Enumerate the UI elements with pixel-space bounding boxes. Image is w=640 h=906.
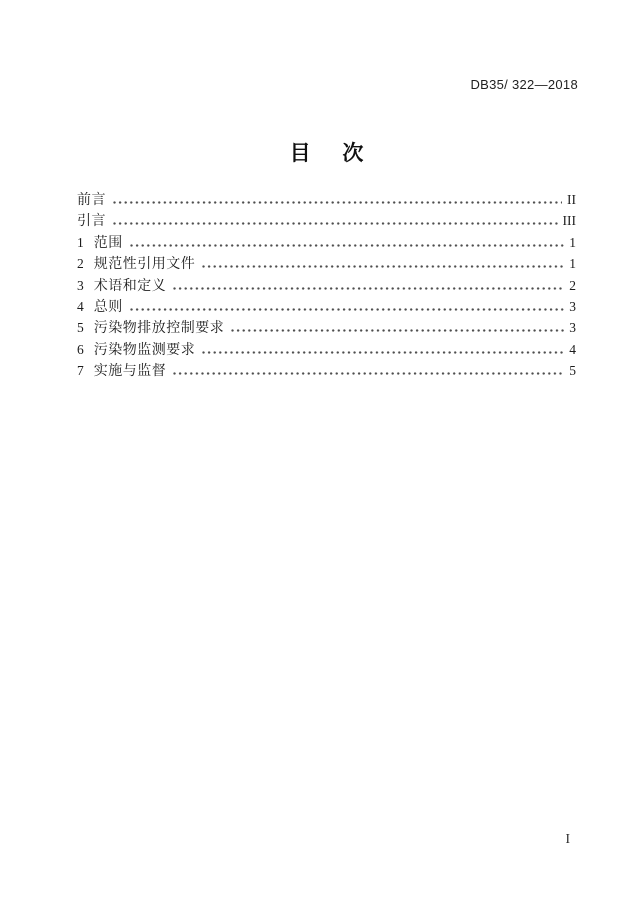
table-of-contents [77,189,576,382]
toc-entry-label: 规范性引用文件 [93,257,196,273]
toc-entry-label: 术语和定义 [93,278,167,294]
footer-page-number: I [565,831,570,846]
toc-row [77,360,576,381]
dot-leader [173,286,564,290]
toc-entry-page: 1 [569,256,576,272]
toc-entry-page: 1 [569,234,576,250]
standard-code-header: DB35/ 322—2018 [470,77,578,92]
dot-leader [130,307,565,311]
toc-row [77,189,576,210]
dot-leader [173,371,564,375]
dot-leader [113,221,558,225]
toc-row [77,253,576,274]
toc-entry-number: 6 [77,341,84,357]
toc-row [77,296,576,317]
toc-entry-page: 3 [569,298,576,314]
dot-leader [231,328,564,332]
toc-entry-page: 2 [569,277,576,293]
toc-entry-number: 1 [77,234,84,250]
toc-entry-page: II [567,192,576,207]
toc-title: 目 次 [289,142,364,165]
toc-row [77,210,576,231]
dot-leader [202,264,564,268]
toc-entry-page: 5 [569,363,576,379]
toc-row [77,339,576,360]
toc-entry-label: 实施与监督 [93,364,167,380]
toc-entry-page: III [562,213,576,229]
toc-entry-number: 4 [77,298,84,314]
toc-entry-number: 3 [77,277,84,293]
toc-entry-page: 3 [569,320,576,336]
toc-entry-number: 5 [77,320,84,336]
toc-entry-number: 2 [77,256,84,272]
toc-row [77,232,576,253]
dot-leader [130,243,565,247]
toc-row [77,275,576,296]
toc-entry-label: 范围 [93,235,123,251]
dot-leader [113,200,562,204]
toc-row [77,317,576,338]
toc-entry-number: 7 [77,363,84,379]
toc-entry-page: 4 [569,341,576,357]
dot-leader [202,350,564,354]
toc-entry-label: 总则 [93,299,123,315]
toc-entry-label: 污染物排放控制要求 [93,321,225,337]
toc-entry-label: 前言 [77,193,106,208]
toc-entry-label: 引言 [77,214,106,230]
toc-entry-label: 污染物监测要求 [93,342,196,358]
